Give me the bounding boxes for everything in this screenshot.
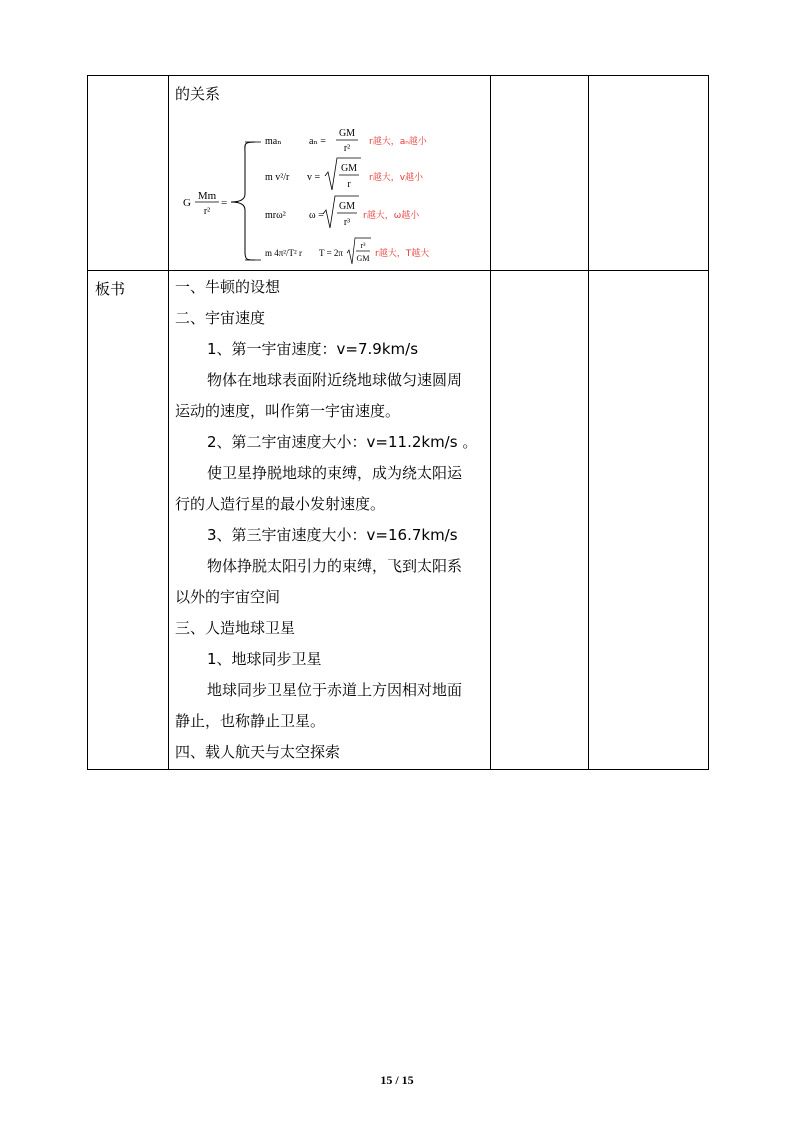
lhs-equals: =	[221, 197, 228, 209]
board-label: 板书	[95, 280, 126, 298]
result-den-1: r²	[343, 143, 351, 154]
board-line: 三、人造地球卫星	[175, 619, 296, 637]
force-row-4: m 4π²/T² r	[265, 248, 302, 258]
note-row-3: r越大，ω越小	[363, 211, 420, 221]
board-lines	[169, 271, 490, 769]
board-line: 1、第一宇宙速度：v=7.9km/s	[207, 340, 419, 358]
board-line: 1、地球同步卫星	[207, 650, 322, 668]
note-row-4: r越大，T越大	[375, 249, 430, 259]
note-row-2: r越大，v越小	[369, 173, 424, 183]
result-num-2: GM	[340, 163, 358, 174]
lhs-G: G	[183, 197, 191, 209]
board-line: 以外的宇宙空间	[175, 588, 281, 606]
cell-label-board	[88, 271, 169, 770]
board-line: 四、载人航天与太空探索	[175, 743, 341, 761]
result-num-4: r³	[360, 241, 366, 250]
result-den-4: GM	[356, 254, 370, 263]
result-den-2: r	[347, 179, 351, 190]
result-lhs-1: aₙ =	[309, 136, 326, 147]
board-line: 运动的速度，叫作第一宇宙速度。	[175, 402, 401, 420]
board-line: 物体在地球表面附近绕地球做匀速圆周	[207, 371, 463, 389]
board-line: 二、宇宙速度	[175, 309, 266, 327]
cell-empty-c	[491, 271, 589, 770]
board-line: 物体挣脱太阳引力的束缚，飞到太阳系	[207, 557, 463, 575]
board-line: 2、第二宇宙速度大小：v=11.2km/s 。	[207, 433, 478, 451]
board-line: 地球同步卫星位于赤道上方因相对地面	[207, 681, 463, 699]
force-row-3: mrω²	[265, 210, 286, 221]
brace-icon	[231, 142, 255, 260]
board-line: 3、第三宇宙速度大小：v=16.7km/s	[207, 526, 458, 544]
lesson-table	[87, 75, 709, 770]
cell-board-content	[169, 271, 491, 770]
cell-empty-a	[491, 76, 589, 271]
gravitation-formula	[169, 114, 469, 274]
result-den-3: r³	[343, 217, 351, 228]
table-row-board	[88, 271, 709, 770]
board-line: 一、牛顿的设想	[175, 278, 281, 296]
board-line: 行的人造行星的最小发射速度。	[175, 495, 386, 513]
result-lhs-3: ω =	[309, 210, 324, 221]
cell-empty-d	[589, 271, 709, 770]
cell-formula-content	[169, 76, 491, 271]
lhs-numerator: Mm	[197, 190, 217, 202]
relation-text: 的关系	[175, 85, 221, 103]
result-num-1: GM	[338, 128, 356, 139]
table-row-formula	[88, 76, 709, 271]
formula-image	[169, 110, 490, 270]
force-row-2: m v²/r	[265, 172, 290, 183]
lhs-denominator: r²	[203, 206, 211, 217]
force-row-1: maₙ	[265, 136, 282, 147]
board-line: 静止，也称静止卫星。	[175, 712, 326, 730]
result-lhs-4: T = 2π	[319, 248, 343, 258]
cell-label-empty	[88, 76, 169, 271]
result-num-3: GM	[338, 201, 356, 212]
note-row-1: r越大，aₙ越小	[369, 137, 427, 147]
result-lhs-2: v =	[307, 172, 321, 183]
page-number: 15 / 15	[380, 1073, 414, 1087]
board-line: 使卫星挣脱地球的束缚，成为绕太阳运	[207, 464, 463, 482]
cell-empty-b	[589, 76, 709, 271]
